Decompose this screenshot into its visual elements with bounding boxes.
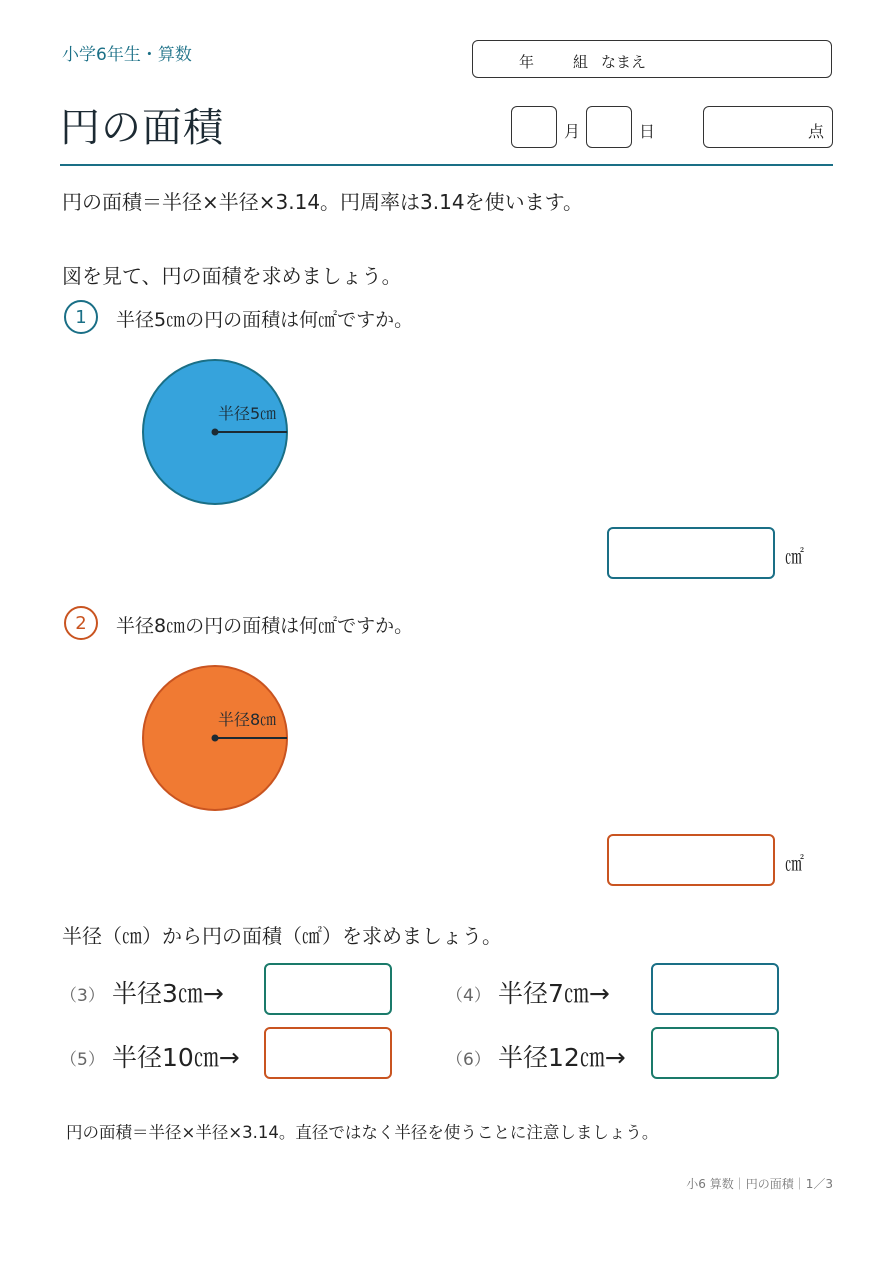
day-field[interactable] xyxy=(586,106,632,148)
center-dot-1 xyxy=(212,429,219,436)
circle-diagram-1 xyxy=(140,356,300,508)
score-label: 点 xyxy=(807,122,824,141)
page-title: 円の面積 xyxy=(60,105,224,151)
radius-label-1: 半径5㎝ xyxy=(218,404,277,423)
center-dot-2 xyxy=(212,735,219,742)
question-1-number: 1 xyxy=(64,300,98,334)
answer-box-1[interactable] xyxy=(607,527,775,579)
sub-question-4-number: （4） xyxy=(446,986,491,1006)
note-text: 円の面積＝半径×半径×3.14。直径ではなく半径を使うことに注意しましょう。 xyxy=(66,1123,659,1142)
class-label: 組 xyxy=(573,53,589,71)
question-1-text: 半径5㎝の円の面積は何㎠ですか。 xyxy=(116,309,414,331)
unit-label-1: ㎠ xyxy=(785,546,805,568)
answer-box-6[interactable] xyxy=(651,1027,779,1079)
formula-text: 円の面積＝半径×半径×3.14。円周率は3.14を使います。 xyxy=(62,190,583,214)
name-label: なまえ xyxy=(601,53,647,71)
sub-question-5-number: （5） xyxy=(60,1050,105,1070)
day-label: 日 xyxy=(639,122,656,141)
header-divider xyxy=(60,164,833,166)
sub-question-3-number: （3） xyxy=(60,986,105,1006)
answer-box-4[interactable] xyxy=(651,963,779,1015)
sub-question-6-number: （6） xyxy=(446,1050,491,1070)
section2-title: 半径（㎝）から円の面積（㎠）を求めましょう。 xyxy=(62,924,502,948)
question-2-text: 半径8㎝の円の面積は何㎠ですか。 xyxy=(116,615,414,637)
month-label: 月 xyxy=(564,122,581,141)
month-field[interactable] xyxy=(511,106,557,148)
name-field[interactable] xyxy=(472,40,832,78)
answer-box-3[interactable] xyxy=(264,963,392,1015)
year-label: 年 xyxy=(519,53,535,71)
page-footer: 小6 算数｜円の面積｜1／3 xyxy=(686,1177,833,1191)
score-field[interactable] xyxy=(703,106,833,148)
radius-label-2: 半径8㎝ xyxy=(218,710,277,729)
grade-label: 小学6年生・算数 xyxy=(62,45,192,65)
answer-box-2[interactable] xyxy=(607,834,775,886)
sub-question-6-text: 半径12㎝→ xyxy=(498,1043,626,1072)
sub-question-5-text: 半径10㎝→ xyxy=(112,1043,240,1072)
unit-label-2: ㎠ xyxy=(785,853,805,875)
sub-question-3-text: 半径3㎝→ xyxy=(112,979,224,1008)
sub-question-4-text: 半径7㎝→ xyxy=(498,979,610,1008)
circle-diagram-2 xyxy=(140,662,300,814)
answer-box-5[interactable] xyxy=(264,1027,392,1079)
section1-title: 図を見て、円の面積を求めましょう。 xyxy=(62,264,402,288)
question-2-number: 2 xyxy=(64,606,98,640)
